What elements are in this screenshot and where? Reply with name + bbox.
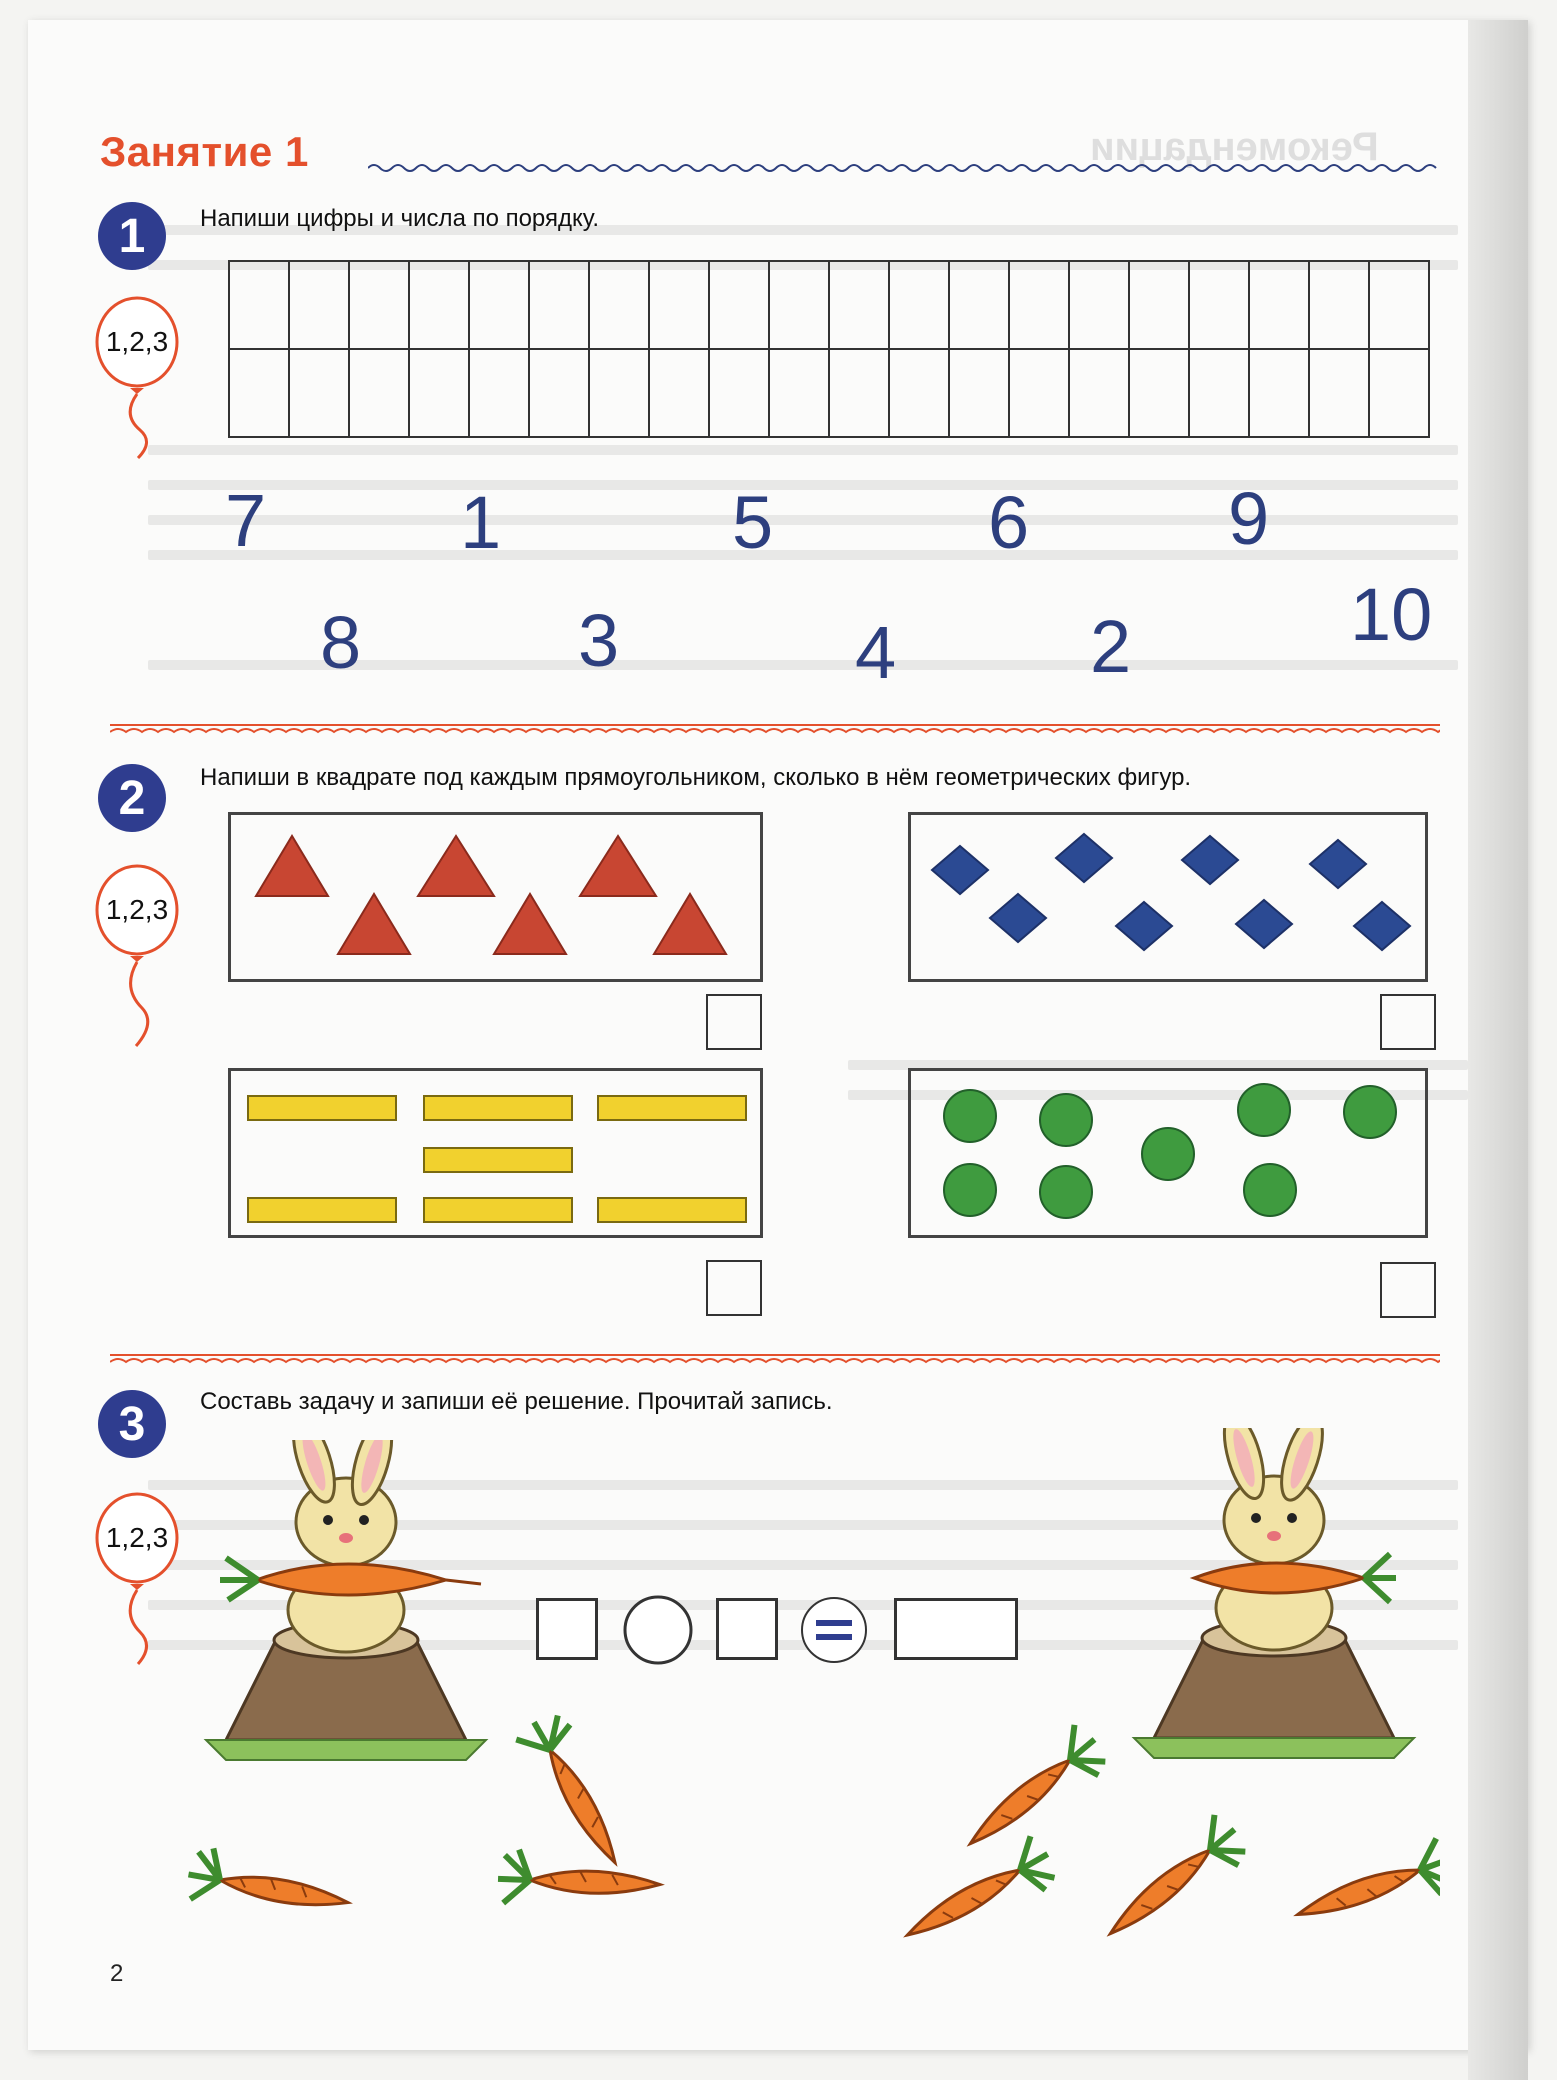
balloon-icon-2 — [92, 858, 182, 1048]
number-3: 3 — [578, 599, 620, 682]
grid-cell[interactable] — [408, 348, 470, 438]
number-6: 6 — [988, 481, 1030, 564]
rectangle-icon — [424, 1096, 572, 1120]
grid-cell[interactable] — [1008, 260, 1070, 350]
equation-box-2[interactable] — [716, 1598, 778, 1660]
balloon-icon-3 — [92, 1486, 182, 1666]
grid-cell[interactable] — [228, 348, 290, 438]
balloon-icon-1 — [92, 290, 182, 460]
triangle-icon — [494, 894, 566, 954]
task-2-number-badge: 2 — [98, 764, 166, 832]
number-5: 5 — [732, 481, 774, 564]
circles-group — [908, 1068, 1428, 1238]
grid-cell[interactable] — [1068, 260, 1130, 350]
grid-cell[interactable] — [588, 348, 650, 438]
triangle-icon — [256, 836, 328, 896]
grid-cell[interactable] — [1068, 348, 1130, 438]
circle-icon — [1344, 1086, 1396, 1138]
diamonds-group — [908, 812, 1428, 982]
section-divider-2 — [110, 1352, 1440, 1368]
rectangle-icon — [248, 1198, 396, 1222]
lesson-title: Занятие 1 — [100, 128, 309, 175]
carrot-icon — [497, 1849, 661, 1909]
grid-cell[interactable] — [528, 348, 590, 438]
number-1: 1 — [460, 481, 502, 564]
diamond-icon — [1310, 840, 1366, 888]
rectangle-icon — [424, 1198, 572, 1222]
carrot-icon — [955, 1721, 1114, 1866]
grid-cell[interactable] — [348, 260, 410, 350]
grid-cell[interactable] — [1188, 348, 1250, 438]
equals-icon — [800, 1596, 868, 1664]
grid-cell[interactable] — [288, 348, 350, 438]
grid-cell[interactable] — [1188, 260, 1250, 350]
grid-cell[interactable] — [408, 260, 470, 350]
grid-cell[interactable] — [948, 260, 1010, 350]
number-8: 8 — [320, 601, 362, 684]
grid-cell[interactable] — [288, 260, 350, 350]
grid-cell[interactable] — [768, 260, 830, 350]
rectangle-icon — [598, 1096, 746, 1120]
operation-circle[interactable] — [622, 1594, 694, 1666]
circle-icon — [1142, 1128, 1194, 1180]
circle-icon — [1238, 1084, 1290, 1136]
diamond-icon — [932, 846, 988, 894]
grid-cell[interactable] — [888, 348, 950, 438]
triangles-group — [228, 812, 763, 982]
grid-cell[interactable] — [648, 348, 710, 438]
number-7: 7 — [225, 479, 267, 562]
diamond-icon — [1056, 834, 1112, 882]
grid-cell[interactable] — [708, 348, 770, 438]
carrot-icon — [1095, 1811, 1254, 1950]
balloon-label-2: 1,2,3 — [105, 894, 169, 925]
circle-icon — [944, 1090, 996, 1142]
answer-box-triangles[interactable] — [706, 994, 762, 1050]
page-number: 2 — [110, 1960, 124, 1987]
grid-cell[interactable] — [1308, 348, 1370, 438]
grid-cell[interactable] — [1128, 348, 1190, 438]
grid-cell[interactable] — [768, 348, 830, 438]
answer-box-rectangles[interactable] — [706, 1260, 762, 1316]
circle-icon — [1244, 1164, 1296, 1216]
grid-cell[interactable] — [1368, 260, 1430, 350]
grid-cell[interactable] — [468, 260, 530, 350]
diamond-icon — [1236, 900, 1292, 948]
diamond-icon — [990, 894, 1046, 942]
mirrored-heading: Рекомендации — [1090, 125, 1379, 169]
rectangle-icon — [598, 1198, 746, 1222]
writing-grid[interactable] — [228, 260, 1428, 436]
answer-box-circles[interactable] — [1380, 1262, 1436, 1318]
triangle-icon — [418, 836, 494, 896]
grid-cell[interactable] — [588, 260, 650, 350]
grid-cell[interactable] — [828, 260, 890, 350]
task-2-text: Напиши в квадрате под каждым прямоугольником, сколько в нём геометрических фигур. — [200, 764, 1192, 791]
carrot-icon — [513, 1707, 641, 1874]
number-2: 2 — [1090, 605, 1132, 688]
grid-cell[interactable] — [348, 348, 410, 438]
task-1-number-badge: 1 — [98, 202, 166, 270]
carrot-icon — [895, 1833, 1062, 1950]
grid-cell[interactable] — [1368, 348, 1430, 438]
carrot-icon — [184, 1845, 353, 1926]
section-divider-1 — [110, 722, 1440, 738]
grid-cell[interactable] — [1248, 348, 1310, 438]
grid-cell[interactable] — [648, 260, 710, 350]
rectangles-group — [228, 1068, 763, 1238]
grid-cell[interactable] — [228, 260, 290, 350]
equation-result-box[interactable] — [894, 1598, 1018, 1660]
book-spine-shadow — [1468, 20, 1528, 2080]
diamond-icon — [1116, 902, 1172, 950]
task-3-number-badge: 3 — [98, 1390, 166, 1458]
carrots-group — [160, 1690, 1440, 1950]
grid-cell[interactable] — [888, 260, 950, 350]
circle-icon — [1040, 1166, 1092, 1218]
grid-cell[interactable] — [948, 348, 1010, 438]
title-wavy-line — [368, 160, 1438, 176]
grid-cell[interactable] — [468, 348, 530, 438]
carrot-icon — [1290, 1837, 1440, 1943]
diamond-icon — [1182, 836, 1238, 884]
grid-cell[interactable] — [828, 348, 890, 438]
grid-cell[interactable] — [1008, 348, 1070, 438]
equation-box-1[interactable] — [536, 1598, 598, 1660]
number-10: 10 — [1350, 573, 1433, 656]
grid-cell[interactable] — [708, 260, 770, 350]
answer-box-diamonds[interactable] — [1380, 994, 1436, 1050]
triangle-icon — [654, 894, 726, 954]
task-3-text: Составь задачу и запиши её решение. Прочитай запись. — [200, 1388, 833, 1415]
diamond-icon — [1354, 902, 1410, 950]
rectangle-icon — [248, 1096, 396, 1120]
task-1-text: Напиши цифры и числа по порядку. — [200, 205, 600, 232]
rectangle-icon — [424, 1148, 572, 1172]
grid-cell[interactable] — [1308, 260, 1370, 350]
grid-cell[interactable] — [1128, 260, 1190, 350]
balloon-label-1: 1,2,3 — [105, 326, 169, 357]
balloon-label-3: 1,2,3 — [105, 1522, 169, 1553]
triangle-icon — [580, 836, 656, 896]
number-4: 4 — [855, 611, 897, 694]
number-9: 9 — [1228, 477, 1270, 560]
grid-cell[interactable] — [1248, 260, 1310, 350]
circle-icon — [1040, 1094, 1092, 1146]
circle-icon — [944, 1164, 996, 1216]
triangle-icon — [338, 894, 410, 954]
grid-cell[interactable] — [528, 260, 590, 350]
